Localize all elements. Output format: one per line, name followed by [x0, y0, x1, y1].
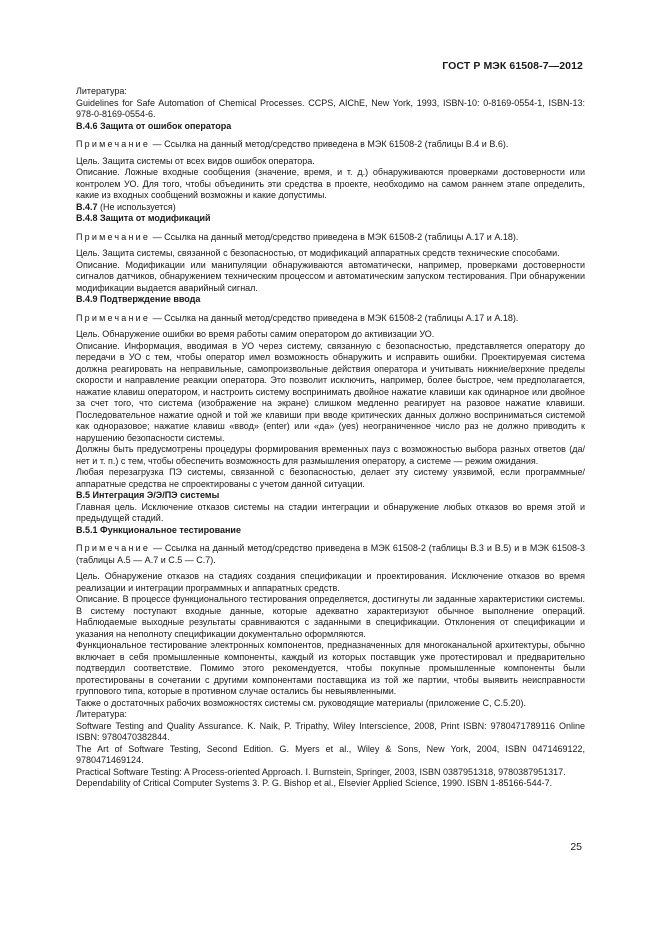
- body-paragraph: Литература:: [76, 86, 127, 96]
- page-content: [76, 86, 585, 790]
- body-paragraph: Цель. Обнаружение ошибки во время работы самим оператором до активизации УО.: [76, 329, 435, 339]
- body-paragraph: Practical Software Testing: A Process-oriented Approach. I. Burnstein, Springer, 2003, ISBN 0387951318, 9780387951317.: [76, 766, 566, 777]
- page-number: 25: [570, 841, 582, 853]
- note-text: — Ссылка на данный метод/средство приведена в МЭК 61508-2 (таблицы А.17 и А.18).: [150, 231, 519, 242]
- body-paragraph: Описание. Информация, вводимая в УО через систему, связанную с безопасностью, представляется оператору до передачи в УО с тем, чтобы оператор имел возможность обнаружить и исправить ошибки. Проектируемая система должна реагировать на неправильные, самопроизвольные действия оператора и учитывать нижние/верхние пределы скорости и направление реакции оператора. Это позволит исключить, например, более быстрое, чем предполагается, нажатие клавиш оператором, и настроить систему воспринимать двойное нажатие клавиши как одинарное или двойное за счет того, что система (изображение на экране) слишком медленно реагирует на разовое нажатие клавиши. Последовательное нажатие одной и той же клавиши при вводе критических данных должно восприниматься системой как одноразовое; нажатие клавиш «ввод» (enter) или «да» (yes) неограниченное число раз не должно приводить к нарушению безопасности системы.: [76, 340, 585, 443]
- body-paragraph: Dependability of Critical Computer Systems 3. P. G. Bishop et al., Elsevier Applied Science, 1990. ISBN 1-85166-544-7.: [76, 778, 553, 788]
- section-heading: B.5.1 Функциональное тестирование: [76, 524, 241, 535]
- note-label: Примечание: [76, 231, 151, 242]
- body-paragraph: Software Testing and Quality Assurance. K. Naik, P. Tripathy, Wiley Interscience, 2008, Print ISBN: 9780471789116 Online ISBN: 9780470382844.: [76, 720, 585, 742]
- note-paragraph: [76, 313, 585, 325]
- body-paragraph: Guidelines for Safe Automation of Chemical Processes. CCPS, AIChE, New York, 1993, ISBN-10: 0-8169-0554-1, ISBN-13: 978-0-8169-0554-6.: [76, 97, 585, 119]
- body-paragraph: Описание. Ложные входные сообщения (значение, время, и т. д.) обнаруживаются проверками достоверности или контролем УО. Для того, чтобы объединить эти средства в проекте, необходимо на самом раннем этапе определить, какие из входных сообщений возможны и какие допустимы.: [76, 167, 585, 200]
- note-paragraph: [76, 139, 585, 151]
- body-paragraph: Литература:: [76, 709, 127, 719]
- note-label: Примечание: [76, 543, 151, 553]
- section-heading-unused: [76, 202, 585, 214]
- standard-header: ГОСТ Р МЭК 61508-7—2012: [442, 60, 583, 72]
- note-label: Примечание: [76, 139, 151, 149]
- body-paragraph: Цель. Защита системы, связанной с безопасностью, от модификаций аппаратных средств технические способами.: [76, 248, 560, 258]
- body-paragraph: Любая перезагрузка ПЭ системы, связанной с безопасностью, делает эту систему уязвимой, если программные/аппаратные средства не спроектированы с учетом данной ситуации.: [76, 467, 585, 489]
- section-number: B.4.7: [76, 201, 98, 212]
- body-paragraph: Функциональное тестирование электронных компонентов, предназначенных для многоканальной архитектуры, обычно включает в себя промышленные компоненты, каждый из которых поставщик уже протестировал и предварительно подтвердил соответствие. Помимо этого рекомендуется, чтобы покупные промышленные компоненты были протестированы в сочетании с другими компонентами поставщика из той же партии, чтобы выявить неисправности группового типа, которые в противном случае остались бы невыявленными.: [76, 640, 585, 696]
- section-heading: B.4.6 Защита от ошибок оператора: [76, 120, 232, 131]
- body-paragraph: Описание. В процессе функционального тестирования определяется, достигнуты ли заданные характеристики системы. В систему поступают входные данные, которые адекватно характеризуют обычное выполнение операций. Наблюдаемые выходные результаты сравниваются с заданными в спецификации. Отклонения от спецификации и указания на неполноту спецификации документально оформляются.: [76, 594, 585, 639]
- note-text: — Ссылка на данный метод/средство приведена в МЭК 61508-2 (таблицы А.17 и А.18).: [150, 312, 519, 323]
- body-paragraph: Цель. Защита системы от всех видов ошибок оператора.: [76, 155, 315, 166]
- note-paragraph: [76, 543, 585, 566]
- body-paragraph: Главная цель. Исключение отказов системы на стадии интеграции и обнаружение любых отказов во время этой и предыдущей стадий.: [76, 501, 585, 523]
- body-paragraph: Также о достаточных рабочих возможностях системы см. руководящие материалы (приложение С, С.5.20).: [76, 697, 526, 708]
- section-heading: B.4.8 Защита от модификаций: [76, 213, 211, 223]
- body-paragraph: Описание. Модификации или манипуляции обнаруживаются автоматически, например, проверками достоверности сигналов датчиков, обнаружением техническим процессом и автоматическим запуском тестирования. При обнаружении модификации выдается аварийный сигнал.: [76, 259, 585, 293]
- section-heading: B.4.9 Подтверждение ввода: [76, 294, 201, 304]
- note-label: Примечание: [76, 312, 151, 323]
- body-paragraph: Должны быть предусмотрены процедуры формирования временных пауз с возможностью выбора разных ответов (да/нет и т. п.) с тем, чтобы обеспечить возможность для размышления оператору, а системе — режим ожидания.: [76, 444, 585, 466]
- body-paragraph: Цель. Обнаружение отказов на стадиях создания спецификации и проектирования. Исключение отказов во время реализации и интеграции программных и аппаратных средств.: [76, 571, 585, 593]
- section-heading: B.5 Интеграция Э/Э/ПЭ системы: [76, 490, 220, 500]
- note-text: — Ссылка на данный метод/средство приведена в МЭК 61508-2 (таблицы В.4 и В.6).: [150, 139, 509, 149]
- note-text: — Ссылка на данный метод/средство приведена в МЭК 61508-2 (таблицы В.3 и В.5) и в МЭК 61508-3 (таблицы А.5 — А.7 и С.5 — С.7).: [76, 543, 585, 565]
- section-note: (Не используется): [97, 201, 176, 212]
- body-paragraph: The Art of Software Testing, Second Edition. G. Myers et al., Wiley & Sons, New York, 2004, ISBN 0471469122, 9780471469124.: [76, 743, 585, 765]
- note-paragraph: [76, 232, 585, 244]
